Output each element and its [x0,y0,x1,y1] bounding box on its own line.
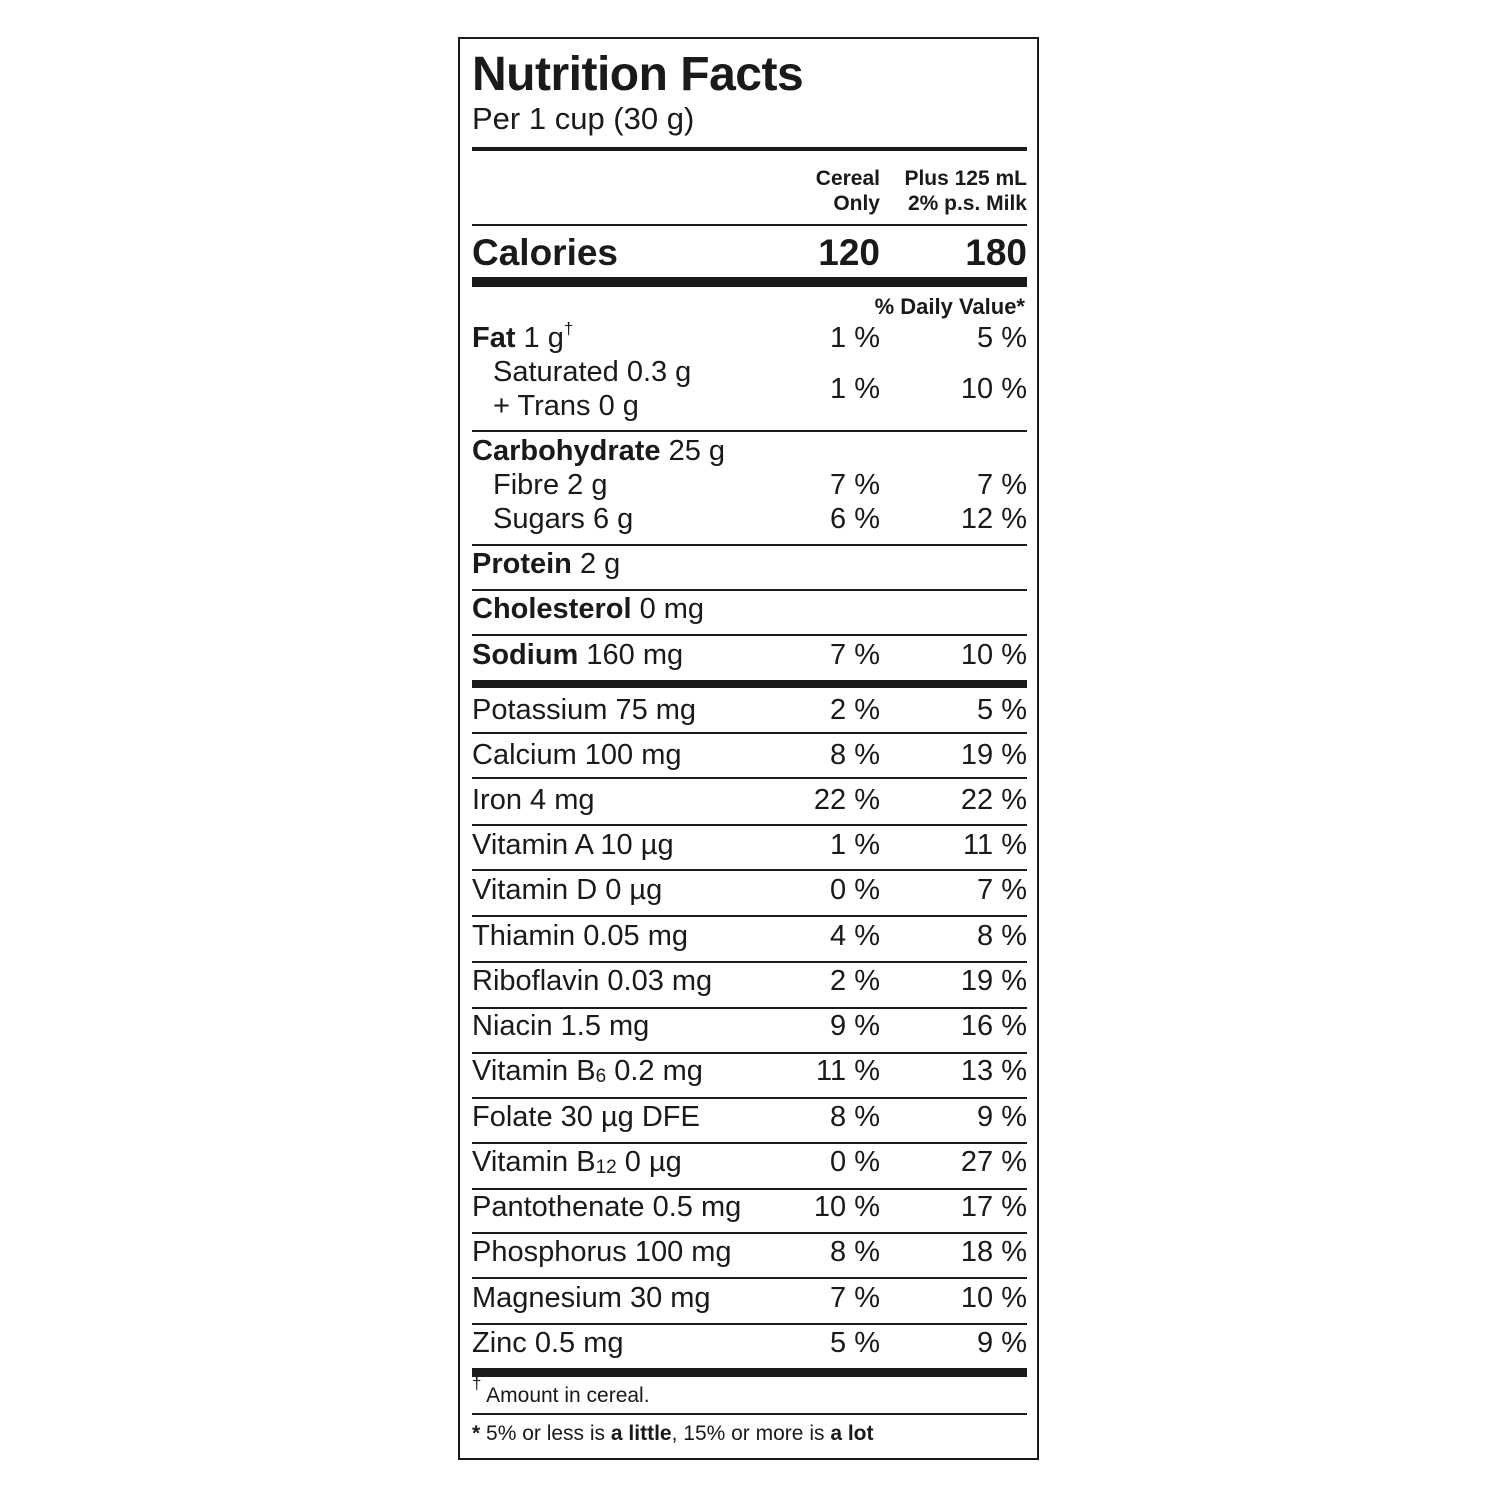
value-cereal: 1 % [830,322,880,354]
nutrient-row-vitamin-b12 [472,1146,1027,1186]
nutrient-name: Sodium 160 mg [472,639,684,671]
value-cereal: 2 % [830,694,880,726]
footnote-daily-value-guide: * 5% or less is a little, 15% or more is a lot [472,1422,874,1445]
nutrient-name: Folate 30 µg DFE [472,1101,700,1133]
value-cereal: 1 % [830,373,880,405]
value-milk: 10 % [960,639,1027,671]
nutrient-row-vitamin-a [472,829,1027,869]
nutrient-name: Zinc 0.5 mg [472,1327,624,1359]
divider-thick [472,147,1027,151]
divider-heavy [472,277,1027,287]
nutrient-row-vitamin-b6 [472,1055,1027,1095]
divider [472,777,1027,779]
divider-heavy [472,680,1027,688]
value-milk: 17 % [960,1191,1027,1223]
value-cereal: 0 % [830,874,880,906]
nutrient-name: Riboflavin 0.03 mg [472,965,713,997]
value-cereal: 7 % [830,639,880,671]
value-milk: 10 % [960,1282,1027,1314]
calories-label: Calories [472,232,619,273]
serving-size: Per 1 cup (30 g) [472,101,695,136]
value-milk: 5 % [977,322,1027,354]
value-milk: 7 % [977,874,1027,906]
nutrient-name-trans: + Trans 0 g [493,390,639,422]
value-cereal: 10 % [813,1191,880,1223]
value-milk: 19 % [960,965,1027,997]
nutrient-row-vitamin-d [472,874,1027,914]
value-cereal: 0 % [830,1146,880,1178]
divider [472,915,1027,917]
column-header-cereal: Cereal Only [815,167,880,215]
nutrient-name: Magnesium 30 mg [472,1282,711,1314]
nutrient-name: Carbohydrate 25 g [472,435,726,467]
value-milk: 11 % [963,829,1027,861]
value-cereal: 9 % [830,1010,880,1042]
value-milk: 12 % [960,503,1027,535]
divider [472,869,1027,871]
calories-milk: 180 [965,232,1027,273]
value-milk: 5 % [977,694,1027,726]
divider [472,1277,1027,1279]
value-cereal: 1 % [830,829,880,861]
divider [472,1097,1027,1099]
calories-cereal: 120 [818,232,880,273]
divider [472,1007,1027,1009]
value-cereal: 11 % [816,1055,880,1087]
value-cereal: 6 % [830,503,880,535]
nutrient-row-riboflavin [472,965,1027,1005]
divider [472,589,1027,591]
divider [472,634,1027,636]
value-milk: 13 % [960,1055,1027,1087]
nutrient-row-pantothenate [472,1191,1027,1231]
nutrient-name: Protein 2 g [472,548,621,580]
divider [472,1052,1027,1054]
nutrient-row-cholesterol [472,593,1027,633]
value-milk: 18 % [960,1236,1027,1268]
divider [472,732,1027,734]
divider [472,1188,1027,1190]
nutrient-name: Vitamin $B_{12}$ 0 µg [472,1146,682,1178]
nutrient-name: Cholesterol 0 mg [472,593,705,625]
value-milk: 16 % [960,1010,1027,1042]
value-cereal: 5 % [830,1327,880,1359]
nutrient-name-saturated: Saturated 0.3 g [493,356,692,388]
nutrient-row-folate [472,1101,1027,1141]
value-cereal: 2 % [830,965,880,997]
divider [472,1232,1027,1234]
nutrient-name: Vitamin A 10 µg [472,829,674,861]
nutrient-name: Fat 1 g† [472,319,574,354]
nutrient-row-phosphorus [472,1236,1027,1276]
divider [472,1142,1027,1144]
divider [472,961,1027,963]
nutrient-name: Potassium 75 mg [472,694,697,726]
value-milk: 9 % [977,1327,1027,1359]
nutrient-row-sodium [472,639,1027,679]
nutrient-row-magnesium [472,1282,1027,1322]
nutrient-name: Iron 4 mg [472,784,595,816]
nutrient-name: Vitamin $B_6$ 0.2 mg [472,1055,703,1087]
nutrient-name: Sugars 6 g [493,503,634,535]
nutrient-row-iron [472,784,1027,824]
nutrient-row-potassium [472,694,1027,734]
value-milk: 27 % [960,1146,1027,1178]
nutrient-name: Calcium 100 mg [472,739,682,771]
nutrient-name: Fibre 2 g [493,469,608,501]
value-milk: 8 % [977,920,1027,952]
nutrient-name: Vitamin D 0 µg [472,874,663,906]
value-cereal: 7 % [830,469,880,501]
nutrient-row-niacin [472,1010,1027,1050]
nutrient-row-sugars [472,503,1027,543]
nutrient-name: Niacin 1.5 mg [472,1010,650,1042]
value-milk: 9 % [977,1101,1027,1133]
nutrient-name: Thiamin 0.05 mg [472,920,688,952]
value-milk: 7 % [977,469,1027,501]
divider [472,544,1027,546]
divider [472,430,1027,432]
footnote-amount-in-cereal: † Amount in cereal. [472,1374,650,1407]
nutrient-row-zinc [472,1327,1027,1367]
value-cereal: 7 % [830,1282,880,1314]
value-milk: 10 % [960,373,1027,405]
divider [472,1323,1027,1325]
value-cereal: 4 % [830,920,880,952]
divider [472,1413,1027,1415]
nutrient-name: Pantothenate 0.5 mg [472,1191,742,1223]
label-title: Nutrition Facts [472,48,804,101]
value-milk: 22 % [960,784,1027,816]
nutrient-name: Phosphorus 100 mg [472,1236,732,1268]
nutrient-row-protein [472,548,1027,588]
daily-value-header: % Daily Value* [874,294,1025,319]
value-cereal: 8 % [830,1236,880,1268]
divider-heavy [472,1368,1027,1377]
column-header-milk: Plus 125 mL 2% p.s. Milk [904,167,1027,215]
divider [472,824,1027,826]
nutrient-row-thiamin [472,920,1027,960]
divider [472,224,1027,226]
value-cereal: 8 % [830,739,880,771]
nutrient-row-calcium [472,739,1027,779]
nutrition-facts-label [458,37,1039,1460]
nutrient-row-saturated-trans [472,356,1027,426]
value-cereal: 22 % [813,784,880,816]
value-cereal: 8 % [830,1101,880,1133]
value-milk: 19 % [960,739,1027,771]
